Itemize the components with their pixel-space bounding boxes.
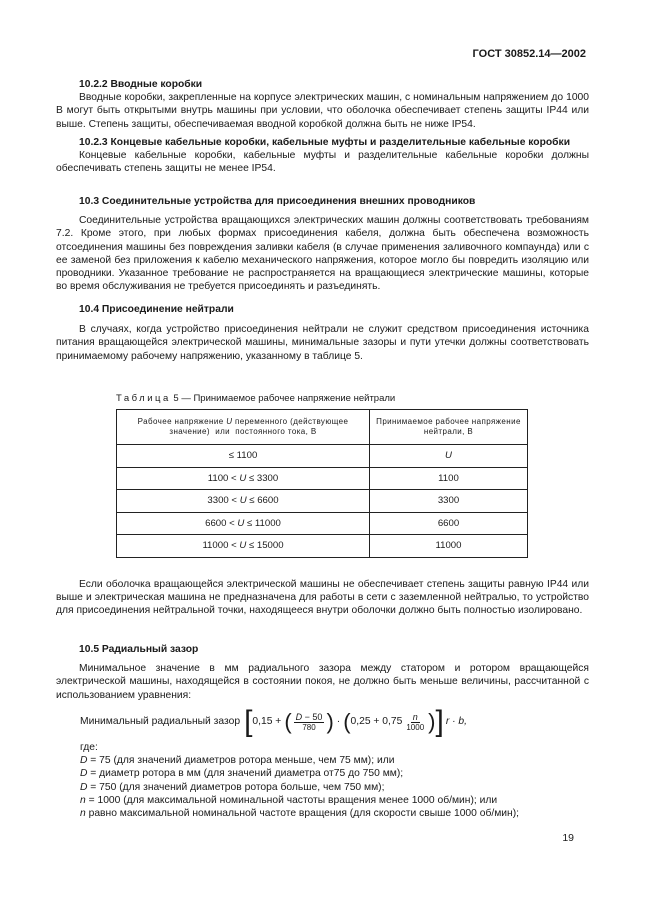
section-heading: 10.3 Соединительные устройства для присоединения внешних проводников <box>79 196 476 207</box>
paragraph: В случаях, когда устройство присоединения нейтрали не служит средством присоединения источника питания вращающейся электрической машины, минимальные зазоры и пути утечки должны соответствовать принимаемому рабочему напряжению, указанному в таблице 5. <box>56 324 589 362</box>
document-header: ГОСТ 30852.14—2002 <box>472 48 586 60</box>
paragraph: Соединительные устройства вращающихся электрических машин должны соответствовать требованиям 7.2. Кроме этого, при любых формах присоединения кабеля, должна быть обеспечена возможность отсоединения машины без повреждения заливки кабеля (в случае применения заливочного компаунда) или с ее заменой без приложения к кабелю механического напряжения, которое могло бы повредить изоляцию или проводники. Указанное требование не распространяется на вращающиеся электрические машины, которые во время обслуживания не требуется присоединять и разъединять. <box>56 215 589 293</box>
table-cell-range: 6600 < U ≤ 11000 <box>117 512 370 535</box>
section-10-2-2 <box>56 78 589 131</box>
fraction-numerator: D − 50 <box>295 711 323 722</box>
table-5 <box>116 409 528 558</box>
table-cell-value: 3300 <box>370 490 528 513</box>
table-row <box>117 467 528 490</box>
section-10-5 <box>56 643 589 702</box>
page-number: 19 <box>562 832 574 844</box>
formula-tail: r · b, <box>445 716 467 728</box>
paragraph: Концевые кабельные коробки, кабельные муфты и разделительные кабельные коробки должны обеспечивать степень защиты не менее IP54. <box>56 150 589 175</box>
table-header-voltage: Рабочее напряжение U переменного (действующее значение) или постоянного тока, В <box>117 410 370 445</box>
table-cell-value: 6600 <box>370 512 528 535</box>
section-10-4 <box>56 303 589 363</box>
fraction-denominator: 1000 <box>406 722 425 732</box>
where-block <box>80 741 600 820</box>
table-cell-range: 1100 < U ≤ 3300 <box>117 467 370 490</box>
paragraph: Минимальное значение в мм радиального зазора между статором и ротором вращающейся электрической машины, находящейся в состоянии покоя, не должно быть меньше величины, рассчитанной с использованием уравнения: <box>56 663 589 701</box>
fraction-numerator: n <box>412 711 418 722</box>
table-caption <box>116 392 395 405</box>
section-heading: 10.5 Радиальный зазор <box>79 644 199 655</box>
table-header-neutral: Принимаемое рабочее напряжение нейтрали, В <box>370 410 528 445</box>
table-cell-range: 11000 < U ≤ 15000 <box>117 535 370 558</box>
section-heading: 10.4 Присоединение нейтрали <box>79 304 234 315</box>
variable: D <box>80 768 88 780</box>
table-row <box>117 490 528 513</box>
paragraph-after-table: Если оболочка вращающейся электрической машины не обеспечивает степень защиты равную IP44 или выше и электрическая машина не предназначена для работы в сети с заземленной нейтралью, то устройство для присоединения нейтральной точки, находящееся внутри оболочки должно быть полностью изолировано. <box>56 579 589 617</box>
table-caption-word: Таблица <box>116 393 171 404</box>
radial-gap-formula: Минимальный радиальный зазор [ 0,15 + ( $\frac{D - 50}{780}$ ) · ( 0,25 + 0,75 $\frac{n}{1000}$ ) ] r · b, <box>80 705 467 738</box>
table-caption-text: 5 — Принимаемое рабочее напряжение нейтрали <box>173 393 396 404</box>
table-cell-value: 11000 <box>370 535 528 558</box>
where-label: где: <box>80 742 98 753</box>
formula-dot: · <box>336 716 341 728</box>
variable: n <box>80 794 86 806</box>
section-10-3 <box>56 195 589 293</box>
table-header-row <box>117 410 528 445</box>
paragraph: Вводные коробки, закрепленные на корпусе электрических машин, с номинальным напряжением до 1000 В могут быть открытыми внутрь машины при условии, что оболочка обеспечивает степень защиты IP44 или выше. Степень защиты, обеспечиваемая вводной коробкой должна быть не ниже IP54. <box>56 92 589 130</box>
table-cell-value: 1100 <box>370 467 528 490</box>
formula-const-2: 0,25 + 0,75 <box>350 716 403 728</box>
where-line: n равно максимальной номинальной частоте вращения (для скорости свыше 1000 об/мин); <box>80 808 520 820</box>
table-row <box>117 535 528 558</box>
table-cell-range: ≤ 1100 <box>117 445 370 468</box>
formula-const-1: 0,15 + <box>252 716 282 728</box>
table-cell-value: U <box>370 445 528 468</box>
where-line: D = диаметр ротора в мм (для значений диаметра от75 до 750 мм); <box>80 768 404 780</box>
table-row <box>117 445 528 468</box>
formula-fraction-1 <box>294 712 325 733</box>
table-cell-range: 3300 < U ≤ 6600 <box>117 490 370 513</box>
variable: n <box>80 808 86 820</box>
where-line: D = 75 (для значений диаметров ротора меньше, чем 75 мм); или <box>80 755 395 767</box>
formula-label: Минимальный радиальный зазор <box>80 716 241 728</box>
where-line: n = 1000 (для максимальной номинальной частоты вращения менее 1000 об/мин); или <box>80 794 498 806</box>
table-row <box>117 512 528 535</box>
where-line: D = 750 (для значений диаметров ротора больше, чем 750 мм); <box>80 781 385 793</box>
section-10-2-3 <box>56 136 589 176</box>
variable: D <box>80 755 88 767</box>
fraction-denominator: 780 <box>302 722 316 732</box>
formula-fraction-2 <box>404 712 426 733</box>
section-heading: 10.2.2 Вводные коробки <box>79 79 203 90</box>
variable: D <box>80 781 88 793</box>
section-heading: 10.2.3 Концевые кабельные коробки, кабельные муфты и разделительные кабельные коробки <box>79 137 571 148</box>
